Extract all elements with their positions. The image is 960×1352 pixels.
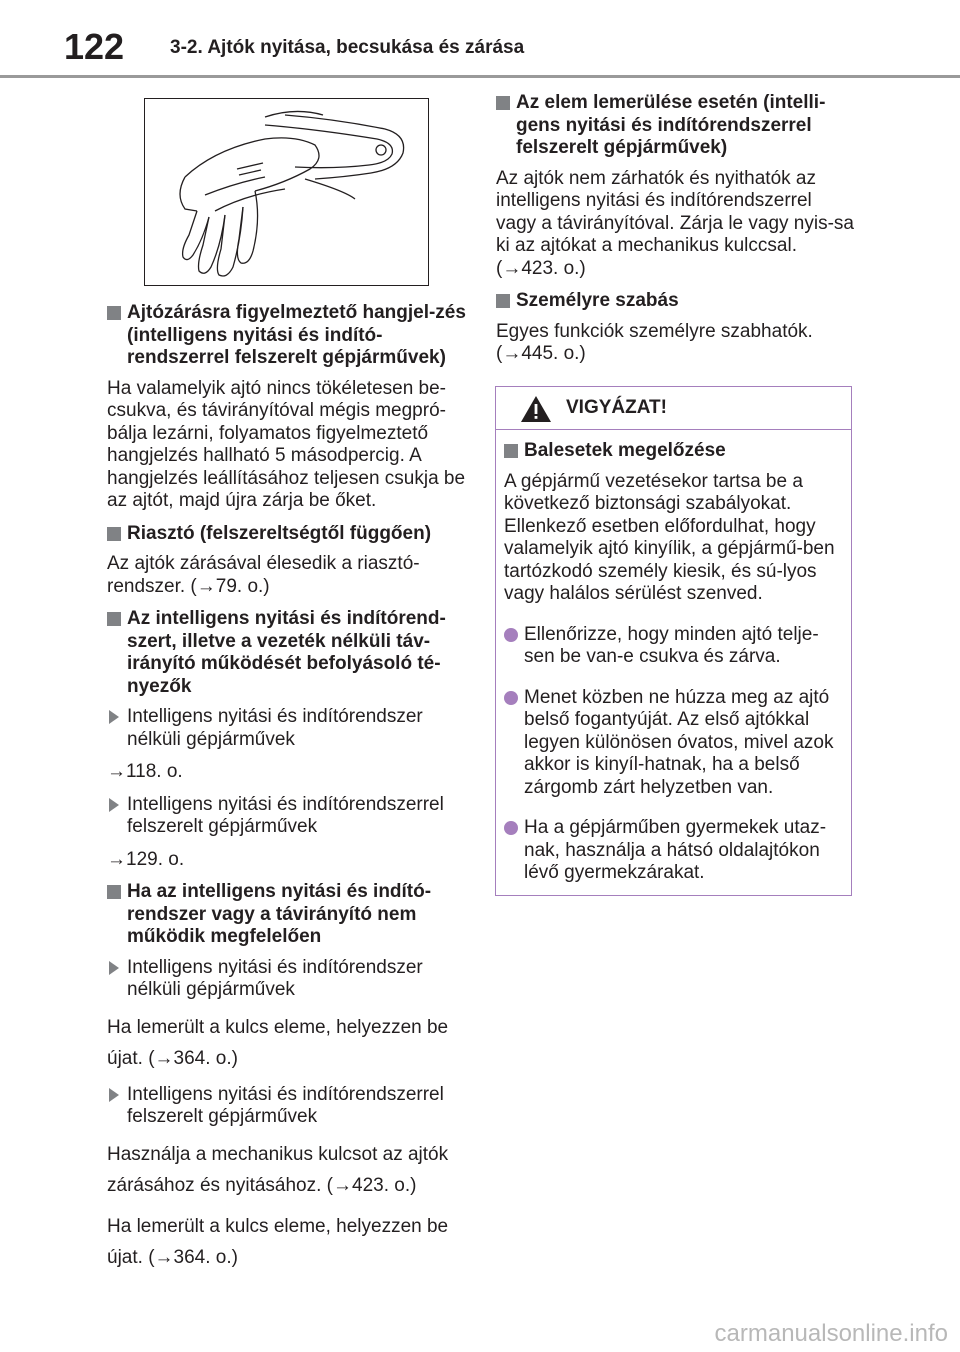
warning-bullet (504, 624, 843, 669)
warning-title: VIGYÁZAT! (566, 397, 667, 418)
warning-intro: A gépjármű vezetésekor tartsa be a következő biztonsági szabályokat. Ellenkező esetben előfordulhat, hogy valamelyik ajtó kinyílik, a gépjármű-ben tartózkodó személy kiesik, és sú-lyos vagy halálos sérülést szenved. (504, 470, 835, 604)
section-title: Riasztó (felszereltségtől függően) (127, 522, 432, 544)
triangle-bullet-icon (109, 1088, 119, 1102)
page-header (0, 0, 960, 78)
section-title: Ha az intelligens nyitási és indító-rendszer vagy a távirányító nem működik megfelelően (127, 881, 432, 947)
header-divider (0, 75, 960, 78)
warning-body (496, 430, 851, 885)
subsection-label: Intelligens nyitási és indítórendszerrel felszerelt gépjárművek (127, 793, 444, 837)
square-bullet-icon (496, 294, 510, 308)
square-bullet-icon (107, 612, 121, 626)
paragraph: Ha lemerült a kulcs eleme, helyezzen be újat. (→364. o.) (107, 1215, 449, 1268)
page-reference: →118. o. (107, 761, 183, 782)
section-heading (496, 290, 854, 313)
square-bullet-icon (107, 306, 121, 320)
right-column (496, 92, 854, 376)
bullet-text: Ha a gépjárműben gyermekek utaz-nak, használja a hátsó oldalajtókon lévő gyermekzárakat. (524, 817, 827, 883)
warning-header (496, 387, 851, 430)
subsection (107, 1084, 467, 1129)
square-bullet-icon (107, 885, 121, 899)
circle-bullet-icon (504, 821, 518, 835)
subsection (107, 957, 467, 1002)
section-heading (107, 302, 467, 370)
warning-bullet (504, 687, 843, 800)
page-reference: →129. o. (107, 848, 185, 870)
subsection-label: Intelligens nyitási és indítórendszerrel felszerelt gépjárművek (127, 1083, 444, 1127)
chapter-title: 3-2. Ajtók nyitása, becsukása és zárása (170, 37, 525, 58)
subsection (107, 794, 467, 839)
paragraph: Az ajtók zárásával élesedik a riasztó-rendszer. (→79. o.) (107, 553, 420, 597)
watermark: carmanualsonline.info (714, 1320, 948, 1347)
triangle-bullet-icon (109, 710, 119, 724)
section-heading (496, 92, 854, 160)
warning-bullet (504, 817, 843, 885)
door-handle-illustration (144, 98, 429, 286)
section-heading (107, 881, 467, 949)
warning-subtitle (504, 440, 843, 463)
bullet-text: Ellenőrizze, hogy minden ajtó telje-sen be van-e csukva és zárva. (524, 623, 819, 667)
section-heading (107, 608, 467, 698)
hand-on-handle-icon (145, 99, 428, 285)
section-title: Az intelligens nyitási és indítórend-szert, illetve a vezeték nélküli táv-irányító működését befolyásoló té-nyezők (127, 608, 446, 697)
triangle-bullet-icon (109, 798, 119, 812)
left-column (107, 98, 467, 1283)
warning-subtitle-text: Balesetek megelőzése (524, 440, 726, 461)
paragraph: Ha lemerült a kulcs eleme, helyezzen be újat. (→364. o.) (107, 1016, 449, 1069)
square-bullet-icon (504, 444, 518, 458)
circle-bullet-icon (504, 628, 518, 642)
square-bullet-icon (107, 527, 121, 541)
section-title: Személyre szabás (516, 290, 679, 311)
warning-box (495, 386, 852, 896)
page-number: 122 (64, 26, 125, 67)
paragraph: Ha valamelyik ajtó nincs tökéletesen be-csukva, és távirányítóval mégis megpró-bálja lezárni, folyamatos figyelmeztető hangjelzés hallható 5 másodpercig. A hangjelzés leállításához teljesen csukja be az ajtót, majd újra zárja be őket. (107, 377, 466, 511)
subsection-label: Intelligens nyitási és indítórendszer nélküli gépjárművek (127, 706, 423, 750)
paragraph: Egyes funkciók személyre szabhatók. (→445. o.) (496, 320, 813, 364)
section-title: Ajtózárásra figyelmeztető hangjel-zés (intelligens nyitási és indító-rendszerrel felszerelt gépjárművek) (127, 302, 466, 368)
subsection-label: Intelligens nyitási és indítórendszer nélküli gépjárművek (127, 956, 423, 1000)
section-heading (107, 523, 467, 546)
circle-bullet-icon (504, 691, 518, 705)
subsection (107, 706, 467, 751)
bullet-text: Menet közben ne húzza meg az ajtó belső fogantyúját. Az első ajtókkal legyen különösen óvatos, mivel azok akkor is kinyíl-hatnak, ha a belső zárgomb zárt helyzetben van. (524, 686, 834, 798)
paragraph: Az ajtók nem zárhatók és nyithatók az intelligens nyitási és indítórendszerrel vagy a távirányítóval. Zárja le vagy nyis-sa ki az ajtókat a mechanikus kulccsal. (→423. o.) (496, 167, 854, 279)
section-title: Az elem lemerülése esetén (intelli-gens nyitási és indítórendszerrel felszerelt gépjárművek) (516, 92, 826, 158)
square-bullet-icon (496, 96, 510, 110)
triangle-bullet-icon (109, 961, 119, 975)
paragraph: Használja a mechanikus kulcsot az ajtók zárásához és nyitásához. (→423. o.) (107, 1143, 449, 1196)
warning-triangle-icon (520, 395, 552, 423)
